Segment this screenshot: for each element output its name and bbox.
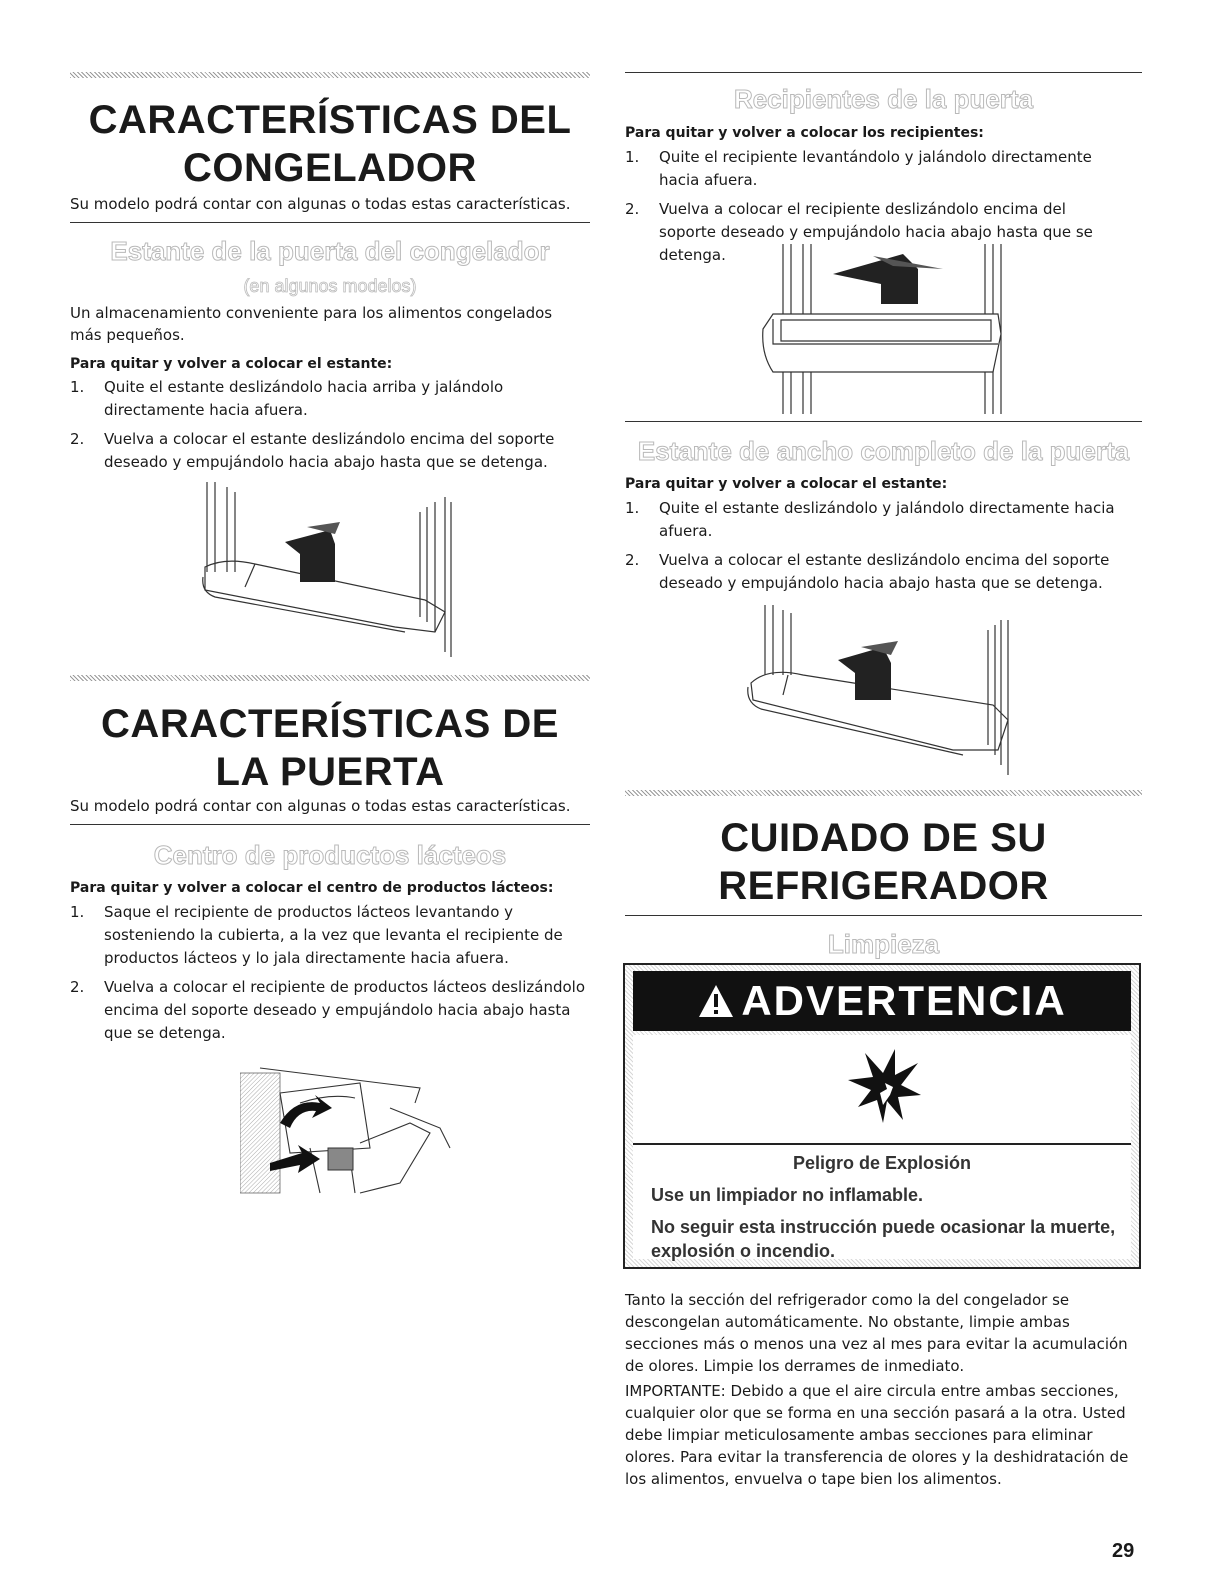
step-text: Vuelva a colocar el recipiente deslizándolo encima del soporte deseado y empujándolo hacia abajo hasta que se detenga. [659,200,1093,264]
subsection-rule [70,222,590,223]
freezer-door-shelf-illustration [195,482,475,662]
step-number: 1. [625,499,640,517]
instruction-steps [70,895,585,1045]
section-intro: Su modelo podrá contar con algunas o todas estas características. [70,797,571,815]
warning-triangle-icon [697,983,735,1019]
warning-consequence: No seguir esta instrucción puede ocasionar la muerte, explosión o incendio. [651,1217,1116,1261]
step-number: 2. [70,978,85,996]
description-text: Un almacenamiento conveniente para los alimentos congelados más pequeños. [70,304,553,344]
step-item [625,146,1125,192]
section-divider [70,72,590,78]
subsection-title-cleaning: Limpieza [827,929,940,959]
step-text: Quite el estante deslizándolo hacia arriba y jalándolo directamente hacia afuera. [104,378,504,419]
step-number: 1. [625,148,640,166]
instruction-heading: Para quitar y volver a colocar los recipientes: [625,125,984,141]
subsection-rule [625,421,1142,422]
step-number: 1. [70,378,85,396]
step-text: Vuelva a colocar el estante deslizándolo encima del soporte deseado y empujándolo hacia abajo hasta que se detenga. [104,430,555,471]
title-line: CONGELADOR [183,146,477,190]
title-line: LA PUERTA [215,750,445,794]
step-item [70,428,570,474]
instruction-heading: Para quitar y volver a colocar el estante: [625,476,948,492]
step-number: 2. [625,551,640,569]
step-item [625,549,1125,595]
step-number: 2. [70,430,85,448]
subsection-note: (en algunos modelos) [243,276,417,296]
step-text: Quite el recipiente levantándolo y jalándolo directamente hacia afuera. [659,148,1092,189]
subsection-title-freezer-door-shelf: Estante de la puerta del congelador [110,236,550,266]
subsection-title-door-bins: Recipientes de la puerta [733,84,1034,114]
warning-instruction: Use un limpiador no inflamable. [651,1185,924,1205]
step-item [70,901,585,970]
step-text: Saque el recipiente de productos lácteos levantando y sosteniendo la cubierta, a la vez que levanta el recipiente de productos lácteos y lo jala directamente hacia afuera. [104,903,563,967]
title-line: CARACTERÍSTICAS DEL [88,98,572,142]
step-text: Quite el estante deslizándolo y jalándolo directamente hacia afuera. [659,499,1115,540]
dairy-center-illustration [240,1053,460,1198]
step-item [70,376,570,422]
section-title-door-features [70,700,590,796]
instruction-heading: Para quitar y volver a colocar el centro de productos lácteos: [70,880,554,896]
section-divider [625,790,1142,796]
step-number: 2. [625,200,640,218]
step-text: Vuelva a colocar el recipiente de productos lácteos deslizándolo encima del soporte deseado y empujándolo hacia abajo hasta que se detenga. [104,978,585,1042]
section-intro: Su modelo podrá contar con algunas o todas estas características. [70,195,571,213]
warning-header-text: ADVERTENCIA [741,977,1067,1024]
title-line: REFRIGERADOR [718,864,1049,908]
instruction-steps [625,491,1125,595]
full-width-shelf-illustration [743,605,1033,780]
warning-header [633,971,1131,1031]
step-item [70,976,585,1045]
step-item [625,497,1125,543]
instruction-heading: Para quitar y volver a colocar el estante: [70,356,393,372]
title-line: CUIDADO DE SU [720,816,1047,860]
subsection-title-dairy-center: Centro de productos lácteos [153,840,507,870]
subsection-rule [625,915,1142,916]
hazard-title: Peligro de Explosión [792,1153,972,1173]
step-number: 1. [70,903,85,921]
subsection-title-full-width-shelf: Estante de ancho completo de la puerta [637,436,1130,466]
section-title-refrigerator-care [625,814,1142,910]
cleaning-paragraph-2: IMPORTANTE: Debido a que el aire circula entre ambas secciones, cualquier olor que se forma en una sección pasará a la otra. Usted debe limpiar meticulosamente ambas secciones para eliminar olores. Para evitar la transferencia de olores y la deshidratación de los alimentos, envuelva o tape bien los alimentos. [625,1382,1129,1488]
door-bin-illustration [753,244,1013,414]
section-title-freezer-features [70,96,590,192]
page-number: 29 [1112,1540,1135,1562]
title-line: CARACTERÍSTICAS DE [101,702,559,746]
explosion-icon [843,1045,923,1125]
step-text: Vuelva a colocar el estante deslizándolo encima del soporte deseado y empujándolo hacia abajo hasta que se detenga. [659,551,1110,592]
warning-box [623,963,1141,1269]
cleaning-paragraph-1: Tanto la sección del refrigerador como la del congelador se descongelan automáticamente. No obstante, limpie ambas secciones más o menos una vez al mes para evitar la acumulación de olores. Limpie los derrames de inmediato. [625,1291,1128,1375]
subsection-rule [625,72,1142,73]
instruction-steps [70,370,570,474]
section-divider [70,675,590,681]
subsection-rule [70,824,590,825]
warning-body [633,1035,1131,1259]
warning-divider [633,1143,1131,1145]
